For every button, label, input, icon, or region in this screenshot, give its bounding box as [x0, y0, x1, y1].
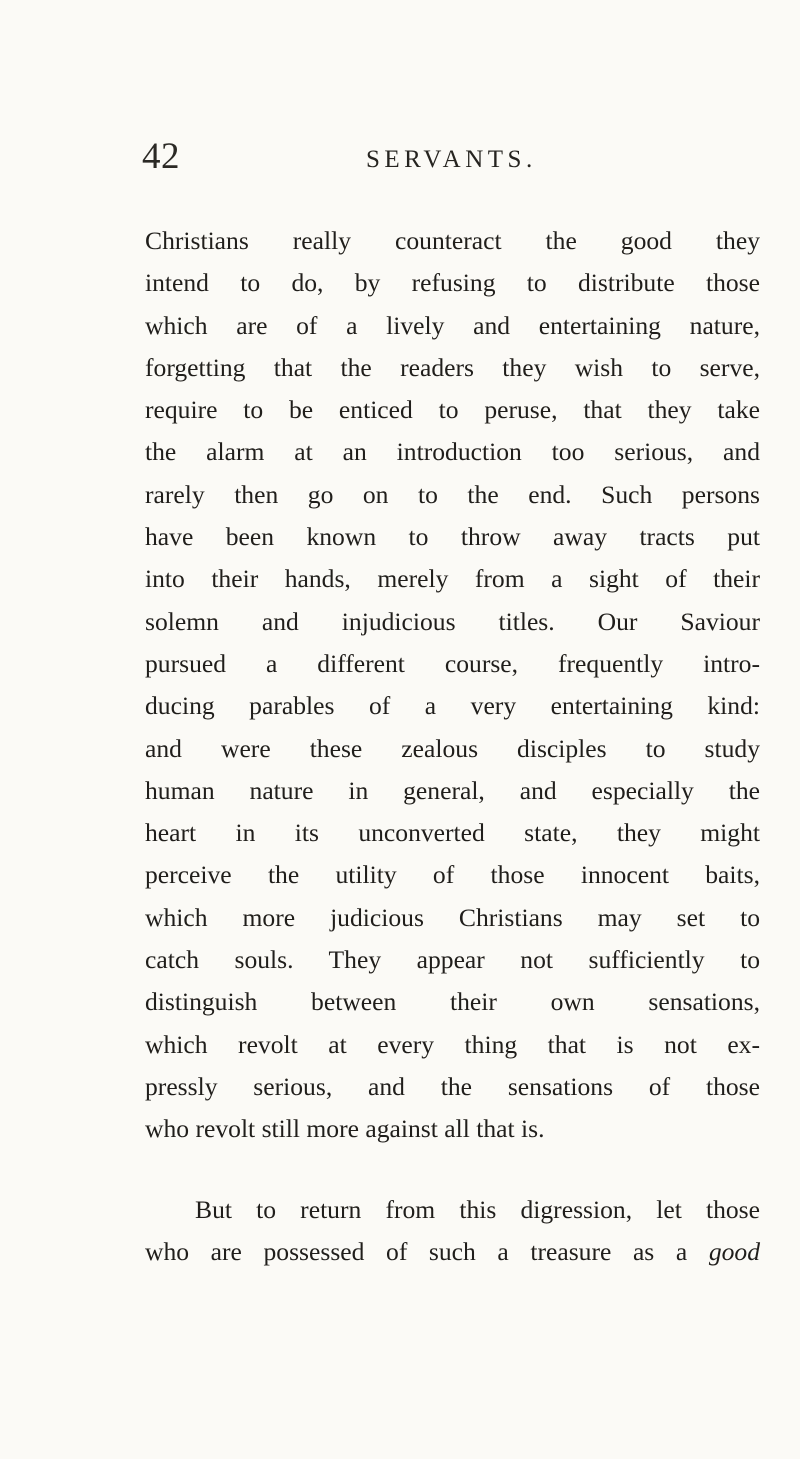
running-head: SERVANTS.: [366, 146, 537, 173]
text-line: pursued a different course, frequently intro-: [145, 648, 760, 678]
text-line: require to be enticed to peruse, that they take: [145, 395, 760, 425]
body-text: [145, 220, 760, 1273]
text-line: which revolt at every thing that is not ex-: [145, 1029, 760, 1059]
text-line: heart in its unconverted state, they might: [145, 818, 760, 848]
text-line: the alarm at an introduction too serious, and: [145, 437, 760, 467]
text-line: But to return from this digression, let those: [195, 1194, 760, 1224]
paragraph-1: [145, 220, 760, 1151]
text-line: perceive the utility of those innocent baits,: [145, 860, 760, 890]
text-line: who revolt still more against all that is.: [145, 1114, 545, 1144]
text-line: forgetting that the readers they wish to serve,: [145, 352, 760, 382]
text-line: [145, 1231, 760, 1273]
text-line: rarely then go on to the end. Such persons: [145, 479, 760, 509]
text-line: ducing parables of a very entertaining kind:: [145, 691, 760, 721]
text-line: into their hands, merely from a sight of their: [145, 564, 760, 594]
text-line: have been known to throw away tracts put: [145, 522, 760, 552]
page-number: 42: [142, 136, 180, 177]
text-line: and were these zealous disciples to study: [145, 733, 760, 763]
text-line: intend to do, by refusing to distribute those: [145, 268, 760, 298]
page-header: [0, 135, 800, 185]
text-line: solemn and injudicious titles. Our Saviour: [145, 606, 760, 636]
italic-word: good: [708, 1236, 760, 1266]
text-line: which are of a lively and entertaining nature,: [145, 310, 760, 340]
text-line: distinguish between their own sensations,: [145, 987, 760, 1017]
text-line: which more judicious Christians may set to: [145, 902, 760, 932]
paragraph-2: [145, 1189, 760, 1274]
text-line: catch souls. They appear not sufficiently to: [145, 945, 760, 975]
text-line: Christians really counteract the good they: [145, 226, 760, 255]
text-line-start: who are possessed of such a treasure as a: [145, 1236, 688, 1266]
text-line: human nature in general, and especially the: [145, 775, 760, 805]
paragraph-gap: [145, 1151, 760, 1189]
text-line: pressly serious, and the sensations of those: [145, 1071, 760, 1101]
